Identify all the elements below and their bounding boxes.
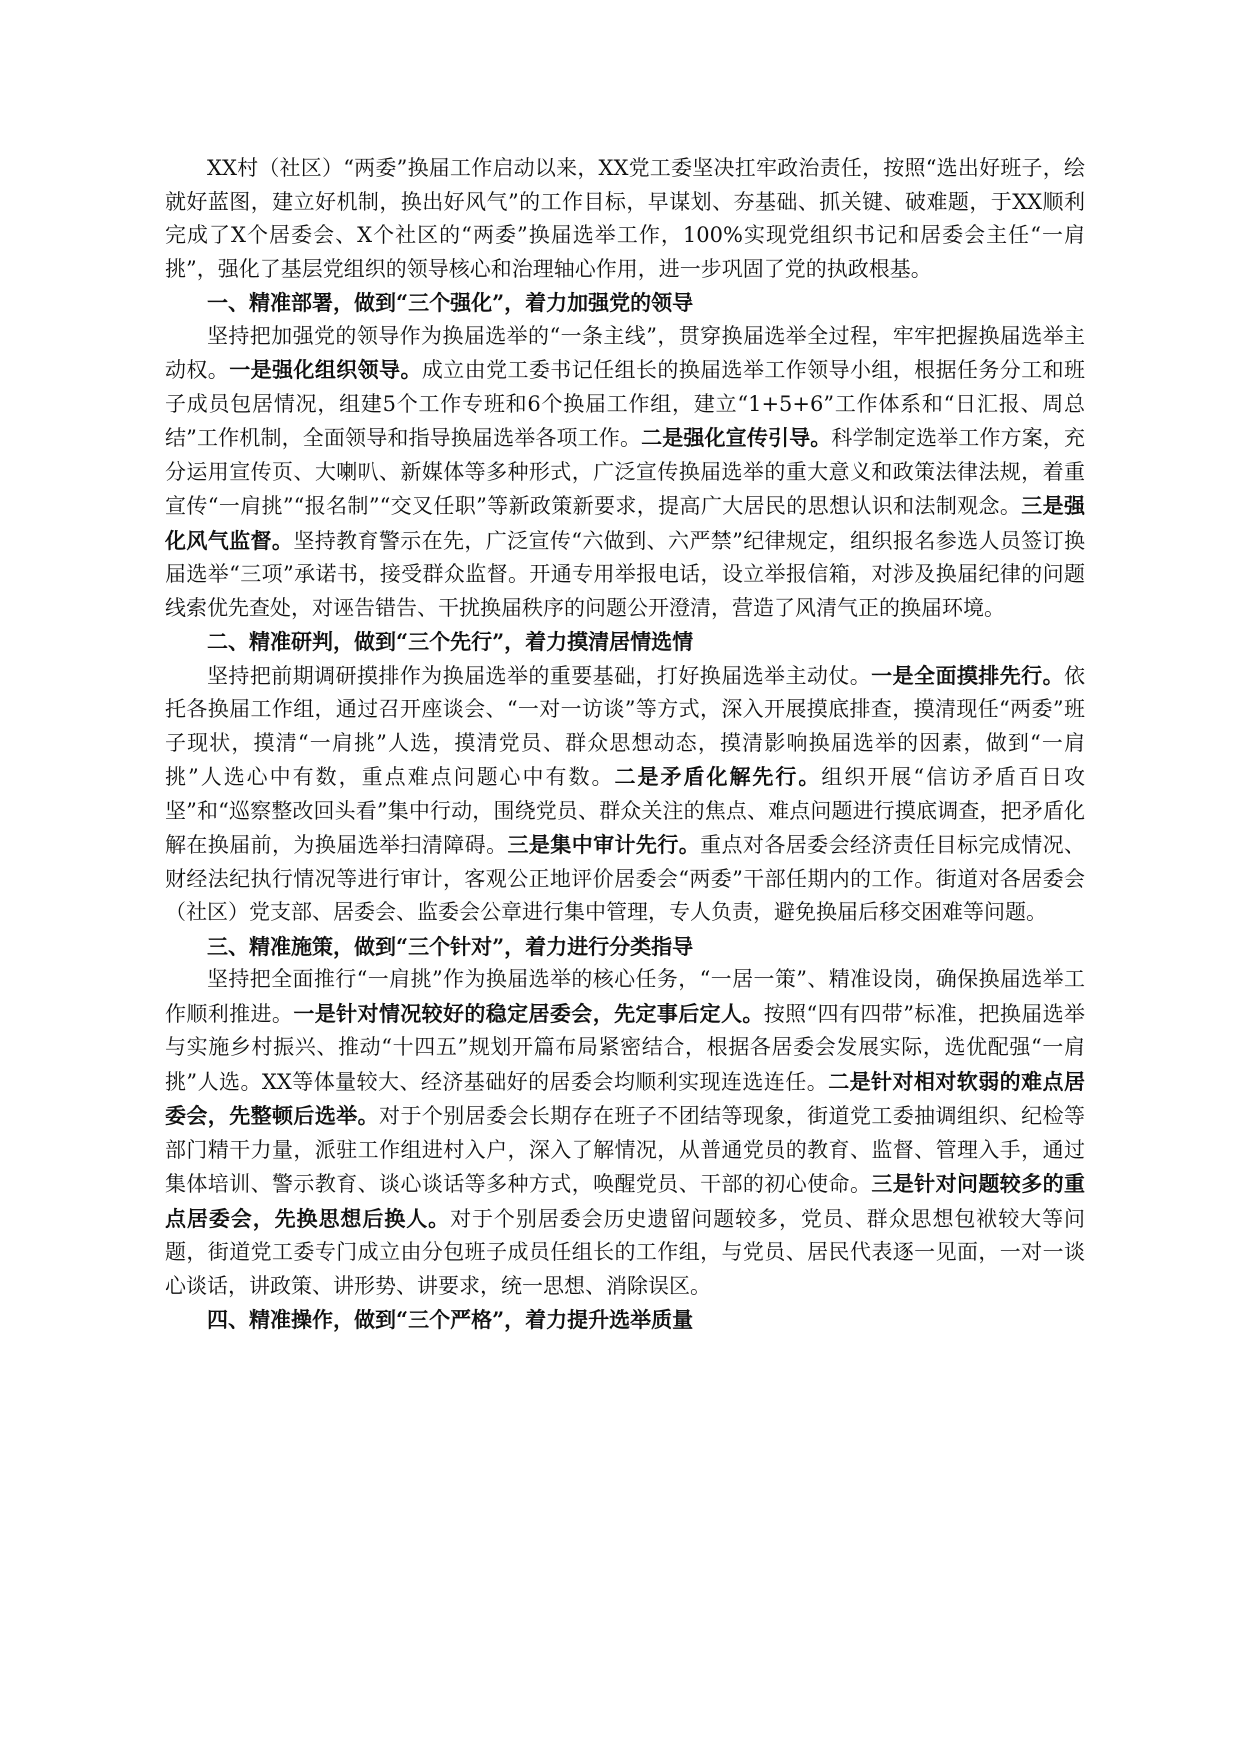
document-page	[165, 152, 1085, 1337]
section-1-text-4: 坚持教育警示在先，广泛宣传“六做到、六严禁”纪律规定，组织报名参选人员签订换届选举“三项”承诺书，接受群众监督。开通专用举报电话，设立举报信箱，对涉及换届纪律的问题线索优先查处，对诬告错告、干扰换届秩序的问题公开澄清，营造了风清气正的换届环境。	[165, 528, 1086, 620]
section-3-bold-1: 一是针对情况较好的稳定居委会，先定事后定人。	[293, 1000, 764, 1026]
section-2-text-1: 坚持把前期调研摸排作为换届选举的重要基础，打好换届选举主动仗。	[207, 663, 872, 688]
section-3-text-2: 按照“四有四带”标准，把换届选举与实施乡村振兴、推动“十四五”规划开篇布局紧密结合，根据各居委会发展实际，选优配强“一肩挑”人选。XX等体量较大、经济基础好的居委会均顺利实现连选连任。	[165, 1001, 1085, 1094]
section-1-heading: 一、精准部署，做到“三个强化”，着力加强党的领导	[207, 290, 694, 315]
section-3-bold-2: 二是针对相对软弱的难点居委会，先整顿后选举。	[165, 1068, 1085, 1128]
section-1-bold-2: 二是强化宣传引导。	[641, 425, 832, 450]
section-1-paragraph	[165, 320, 1085, 626]
section-2-bold-3: 三是集中审计先行。	[507, 832, 701, 857]
section-1-bold-3: 三是强化风气监督。	[165, 493, 1085, 553]
section-1-text-2: 成立由党工委书记任组长的换届选举工作领导小组，根据任务分工和班子成员包居情况，组建5个工作专班和6个换届工作组，建立“1+5+6”工作体系和“日汇报、周总结”工作机制，全面领导和指导换届选举各项工作。	[165, 358, 1086, 450]
section-3-paragraph	[165, 963, 1085, 1303]
section-1-text-3: 科学制定选举工作方案，充分运用宣传页、大喇叭、新媒体等多种形式，广泛宣传换届选举的重大意义和政策法律法规，着重宣传“一肩挑”“报名制”“交叉任职”等新政策新要求，提高广大居民的思想认识和法制观念。	[165, 426, 1086, 518]
intro-text: XX村（社区）“两委”换届工作启动以来，XX党工委坚决扛牢政治责任，按照“选出好班子，绘就好蓝图，建立好机制，换出好风气”的工作目标，早谋划、夯基础、抓关键、破难题，于XX顺利完成了X个居委会、X个社区的“两委”换届选举工作，100%实现党组织书记和居委会主任“一肩挑”，强化了基层党组织的领导核心和治理轴心作用，进一步巩固了党的执政根基。	[165, 156, 1085, 281]
section-3-heading: 三、精准施策，做到“三个针对”，着力进行分类指导	[207, 933, 694, 959]
section-3-bold-3: 三是针对问题较多的重点居委会，先换思想后换人。	[165, 1171, 1086, 1231]
section-2-text-3: 组织开展“信访矛盾百日攻坚”和“巡察整改回头看”集中行动，围绕党员、群众关注的焦点、难点问题进行摸底调查，把矛盾化解在换届前，为换届选举扫清障碍。	[165, 765, 1085, 857]
section-2-bold-1: 一是全面摸排先行。	[871, 662, 1064, 688]
section-2-heading: 二、精准研判，做到“三个先行”，着力摸清居情选情	[207, 629, 694, 654]
intro-paragraph	[165, 152, 1085, 286]
section-3-text-3: 对于个别居委会长期存在班子不团结等现象，街道党工委抽调组织、纪检等部门精干力量，派驻工作组进村入户，深入了解情况，从普通党员的教育、监督、管理入手，通过集体培训、警示教育、谈心谈话等多种方式，唤醒党员、干部的初心使命。	[165, 1104, 1085, 1196]
section-2-bold-2: 二是矛盾化解先行。	[614, 764, 822, 789]
section-1-bold-1: 一是强化组织领导。	[229, 357, 422, 382]
section-1-text-1: 坚持把加强党的领导作为换届选举的“一条主线”，贯穿换届选举全过程，牢牢把握换届选举主动权。	[165, 323, 1085, 382]
section-2-paragraph	[165, 659, 1085, 930]
section-4-heading: 四、精准操作，做到“三个严格”，着力提升选举质量	[207, 1307, 694, 1332]
section-3-text-1: 坚持把全面推行“一肩挑”作为换届选举的核心任务，“一居一策”、精准设岗，确保换届选举工作顺利推进。	[165, 967, 1085, 1026]
section-2-text-4: 重点对各居委会经济责任目标完成情况、财经法纪执行情况等进行审计，客观公正地评价居委会“两委”干部任期内的工作。街道对各居委会（社区）党支部、居委会、监委会公章进行集中管理，专人负责，避免换届后移交困难等问题。	[165, 833, 1086, 924]
section-2-text-2: 依托各换届工作组，通过召开座谈会、“一对一访谈”等方式，深入开展摸底排查，摸清现任“两委”班子现状，摸清“一肩挑”人选，摸清党员、群众思想动态，摸清影响换届选举的因素，做到“一肩挑”人选心中有数，重点难点问题心中有数。	[165, 663, 1085, 789]
section-3-text-4: 对于个别居委会历史遗留问题较多，党员、群众思想包袱较大等问题，街道党工委专门成立由分包班子成员任组长的工作组，与党员、居民代表逐一见面，一对一谈心谈话，讲政策、讲形势、讲要求，统一思想、消除误区。	[165, 1206, 1086, 1298]
